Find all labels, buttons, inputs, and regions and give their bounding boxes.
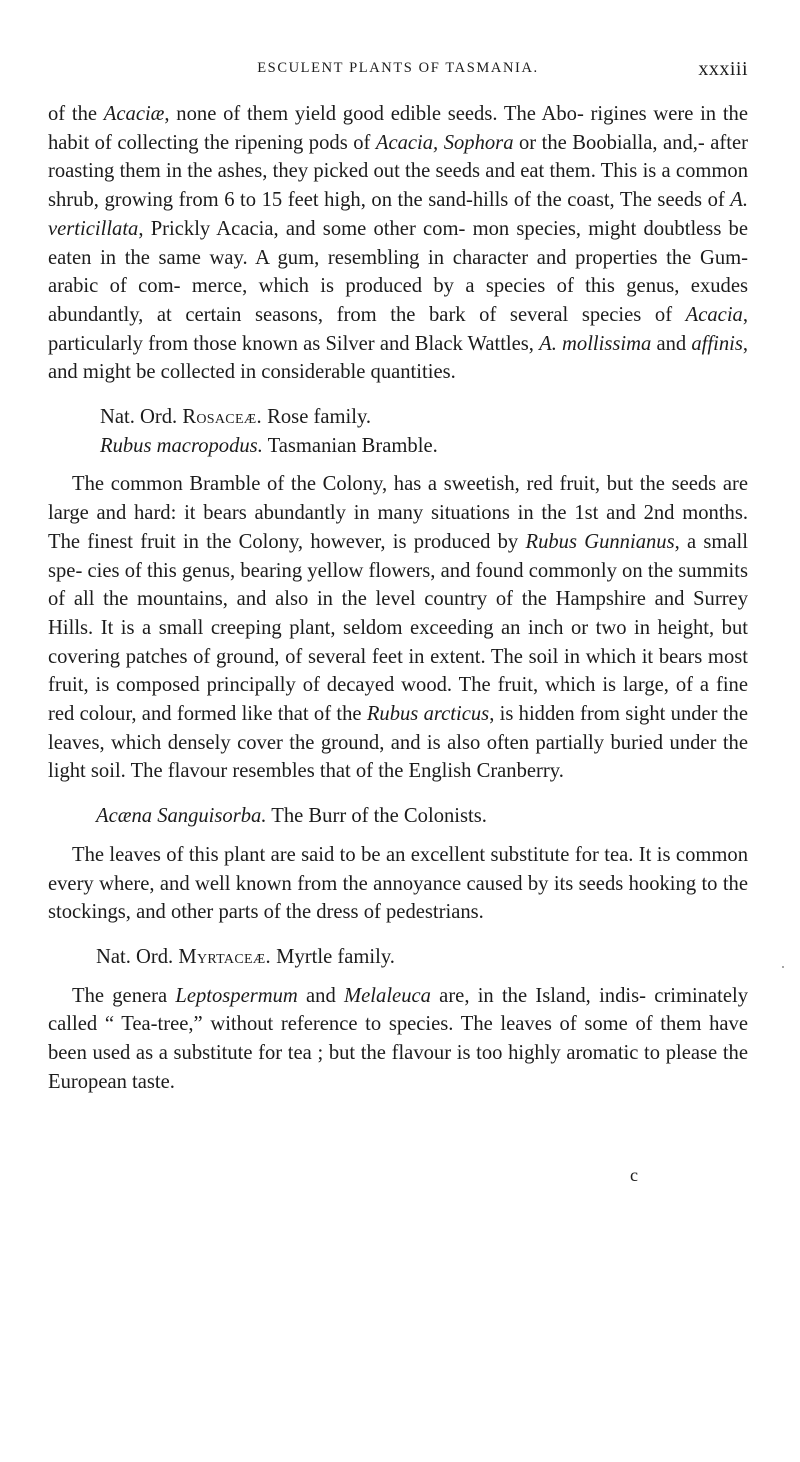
- tea-tree-paragraph: [48, 982, 748, 1097]
- family-name: Rose family.: [262, 406, 372, 429]
- text-run: or the Boobialla, and,- after roasting them in the ashes, they picked out the seeds and eat them. This is a common shrub, growing from 6 to 15 feet high, on the sand-hills of the coast, The seeds of: [48, 131, 748, 212]
- text-run: and: [297, 984, 345, 1007]
- latin-name: affinis: [691, 332, 743, 355]
- order-name: Myrtaceæ.: [178, 945, 272, 968]
- page-number: xxxiii: [698, 58, 748, 80]
- family-name: Myrtle family.: [271, 945, 395, 968]
- text-run: The genera: [72, 984, 176, 1007]
- latin-name: Acacia, Sophora: [375, 131, 514, 154]
- acacia-paragraph: [48, 100, 748, 387]
- text-run: , is hidden from sight under the leaves, which densely cover the ground, and is also often partially buried under the light soil. The flavour resembles that of the English Cranberry.: [48, 703, 748, 783]
- text-run: , Prickly Acacia, and some other com- mon species, might doubtless be eaten in the same way. A gum, resembling in character and properties the Gum-arabic of com- merce, which is produced by a species of this genus, exudes abundantly, at certain seasons, from the bark of several species of: [48, 217, 748, 326]
- text-run: The common Bramble of the Colony, has a sweetish, red fruit, but the seeds are large and hard: it bears abundantly in many situations in the 1st and 2nd months. The finest fruit in the Colony, however, is produced by: [48, 473, 748, 553]
- running-title: ESCULENT PLANTS OF TASMANIA.: [257, 60, 539, 76]
- latin-name: Melaleuca: [344, 984, 431, 1007]
- latin-name: Rubus arcticus: [366, 703, 490, 726]
- latin-name: Acacia: [685, 303, 743, 326]
- species-latin-name: Acæna Sanguisorba.: [96, 805, 267, 828]
- heading-prefix: Nat. Ord.: [96, 945, 179, 968]
- species-latin-name: Rubus macropodus.: [100, 434, 263, 457]
- text-run: are, in the Island, indis- criminately called “ Tea-tree,” without reference to species. The leaves of some of them have been used as a substitute for tea ; but the flavour is too highly aromatic to please the European taste.: [48, 984, 749, 1093]
- body-text: [48, 100, 748, 1097]
- latin-name: A. mollissima: [539, 332, 652, 355]
- latin-name: Leptospermum: [175, 984, 298, 1007]
- rosaceae-heading: [48, 403, 748, 432]
- running-head: [48, 58, 748, 84]
- text-run: , and might be collected in considerable quantities.: [48, 332, 749, 384]
- text-run: , a small spe- cies of this genus, bearing yellow flowers, and found commonly on the summits of all the mountains, and also in the level country of the Hampshire and Surrey Hills. It is a small creeping plant, seldom exceeding an inch or two in height, but covering patches of ground, of several feet in extent. The soil in which it bears most fruit, is composed principally of decayed wood. The fruit, which is large, of a fine red colour, and formed like that of the: [48, 530, 749, 726]
- order-name: Rosaceæ.: [182, 406, 262, 429]
- rubus-paragraph: [48, 470, 748, 786]
- rubus-species-heading: [48, 432, 748, 461]
- species-common-name: Tasmanian Bramble.: [262, 434, 438, 457]
- acaena-paragraph: The leaves of this plant are said to be an excellent substitute for tea. It is common every where, and well known from the annoyance caused by its seeds hooking to the stockings, and other parts of the dress of pedestrians.: [48, 843, 748, 924]
- species-common-name: The Burr of the Colonists.: [266, 805, 487, 828]
- latin-name: A. verticillata: [48, 189, 748, 240]
- latin-name: Acaciæ: [103, 103, 165, 125]
- text-run: of the: [48, 103, 104, 125]
- acaena-species-heading: [48, 802, 748, 831]
- latin-name: Rubus Gunnianus: [525, 530, 675, 553]
- myrtaceae-heading: [48, 943, 748, 972]
- text-run: , particularly from those known as Silver and Black Wattles,: [48, 303, 748, 355]
- heading-prefix: Nat. Ord.: [100, 406, 183, 429]
- paper-speck: [782, 966, 784, 968]
- text-run: and: [651, 332, 692, 355]
- text-run: , none of them yield good edible seeds. The Abo- rigines were in the habit of collecting the ripening pods of: [48, 103, 748, 154]
- signature-mark: c: [630, 1165, 638, 1185]
